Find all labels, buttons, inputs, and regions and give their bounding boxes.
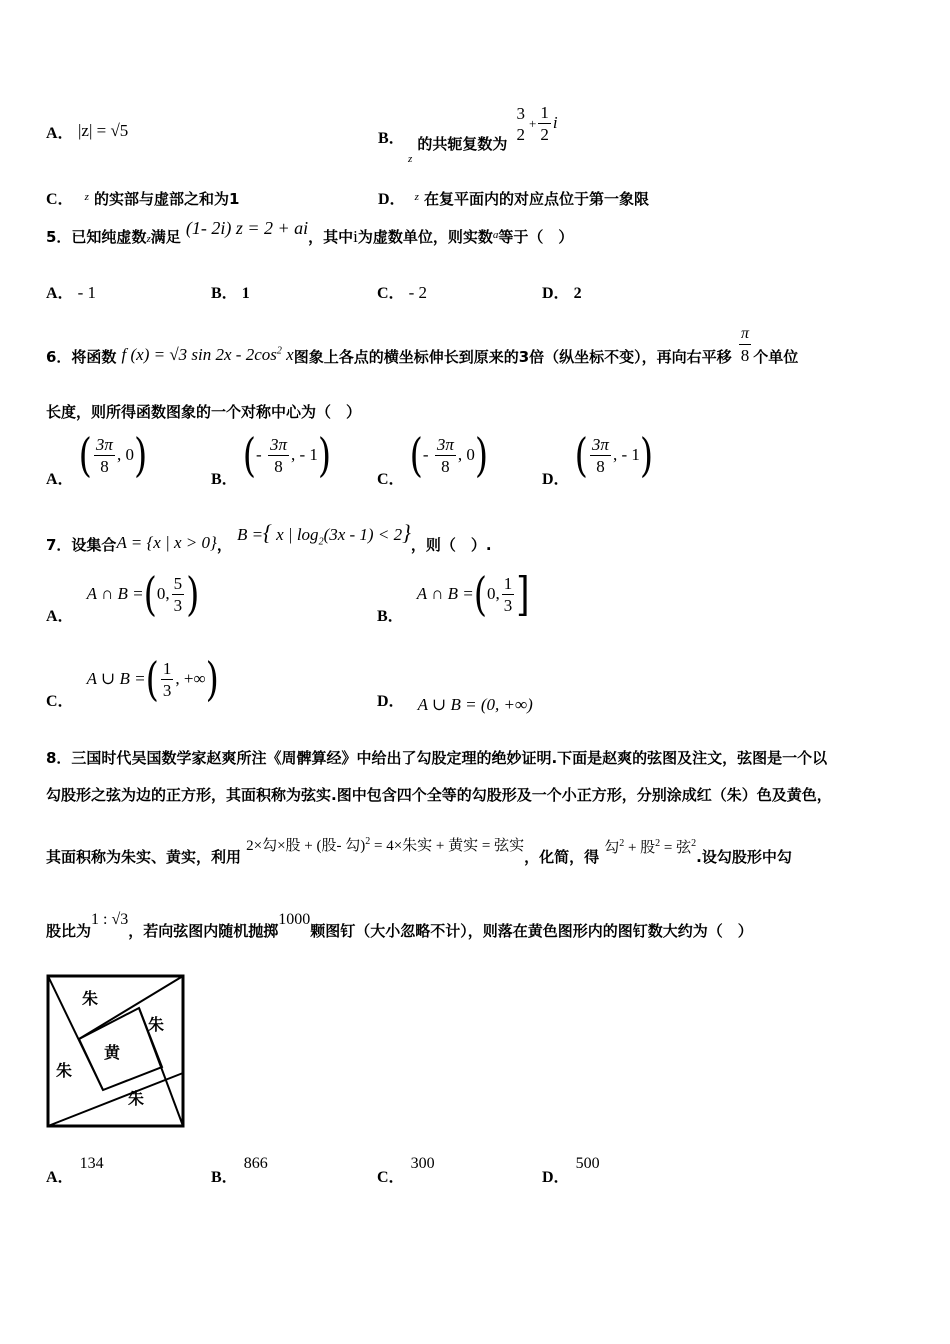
option-label: A． [46,608,74,625]
q8-option-b[interactable] [211,1150,268,1186]
q5-option-c[interactable] [377,280,427,303]
right-paren: ] [516,567,530,622]
option-expr: A ∩ B = [416,584,474,603]
option-label: B． [377,608,404,625]
option-label: C． [377,1169,405,1186]
fraction: $\frac{3\pi}{8}$ [591,435,609,476]
q8-line3-end: .设勾股形中勾 [696,848,792,866]
label-zhu: 朱 [128,1089,145,1108]
option-value: 2 [573,285,582,302]
q7-stem-pre: 7．设集合 [46,536,117,554]
right-paren: ) [133,428,148,483]
option-label: D． [542,1169,570,1186]
option-label: D． [378,191,406,208]
q8-pythagoras: 勾$^2$ + 股$^2$ = 弦$^2$ [604,838,697,856]
q4-option-a-math [78,121,128,141]
option-label: A． [46,1169,74,1186]
option-label: C． [377,285,405,302]
q8-line4-pre: 股比为 [46,922,92,940]
set-a: A = {x | x > 0} [116,533,217,552]
q6-stem-pre: 6．将函数 [46,347,117,366]
sign: - [422,445,433,464]
q8-line4-end: 颗图钉（大小忽略不计），则落在黄色图形内的图钉数大约为（ ） [310,922,753,940]
option-label: C． [377,471,405,488]
option-label: C． [46,693,74,710]
tail: , - 1 [291,445,318,464]
ratio: 1 : √3 [91,911,129,928]
q4-option-b[interactable] [378,125,405,148]
q8-line4-mid: ，若向弦图内随机抛掷 [128,922,279,940]
sqrt-value: √5 [110,121,129,140]
q8-equation: 2×勾×股 + (股- 勾)$^2$ = 4×朱实 + 黄实 = 弦实 [246,836,525,854]
option-text: 在复平面内的对应点位于第一象限 [424,190,650,208]
left-paren: ( [145,652,159,707]
option-value: - 2 [408,283,427,302]
tail: , - 1 [612,445,640,464]
lead: 0, [487,584,500,603]
option-text: 的实部与虚部之和为1 [94,190,240,208]
right-paren: ) [205,652,219,707]
q8-line1: 8．三国时代吴国数学家赵爽所注《周髀算经》中给出了勾股定理的绝妙证明.下面是赵爽的弦图及注文，弦图是一个以 [46,749,828,767]
option-value: 500 [575,1155,600,1172]
q8-line3-mid: ，化简，得 [524,848,600,866]
q6-option-c[interactable] [377,428,489,488]
right-paren: ) [474,428,489,483]
q6-stem-mid: 图象上各点的横坐标伸长到原来的3倍（纵坐标不变），再向右平移 [293,347,732,366]
q8-option-d[interactable] [542,1150,600,1186]
q6-option-b[interactable] [211,428,332,488]
option-label: A． [46,285,74,302]
q5-equation: (1- 2i) z = 2 + ai [185,218,309,238]
option-expr: A ∪ B = [86,669,146,688]
q8-line2: 勾股形之弦为边的正方形，其面积称为弦实.图中包含四个全等的勾股形及一个小正方形，分别涂成红（朱）色及黄色， [46,786,832,804]
left-paren: ( [473,567,488,622]
option-expr: A ∪ B = (0, +∞) [417,695,533,714]
q6-option-a[interactable] [46,428,148,488]
fraction: $\frac{3\pi}{8}$ [269,435,287,476]
option-label: B． [211,471,238,488]
q6-option-d[interactable] [542,428,654,488]
q5-stem [46,218,574,247]
imaginary-i: i [552,113,558,132]
tail: , +∞ [175,669,206,688]
option-text: 的共轭复数为 [417,135,508,153]
q5-stem-mid1: 满足 [150,228,181,246]
q7-option-c[interactable] [46,652,219,710]
option-label: D． [377,693,405,710]
q5-stem-end: 等于（ ） [498,228,574,246]
q5-stem-mid2: ，其中 [308,228,354,246]
option-value: 866 [243,1155,268,1172]
left-paren: ( [242,428,257,483]
q5-option-d[interactable] [542,280,582,303]
option-value: 1 [241,285,250,302]
option-value: 300 [410,1155,435,1172]
fraction-1-2: $\frac{1}{2}$ [540,103,549,144]
set-b: B ={ x | $\log_2(3x - 1) < 2$} [236,520,411,548]
variable-z: z [84,191,89,203]
right-paren: ) [317,428,332,483]
q8-line3 [46,834,792,866]
option-label: B． [378,130,405,147]
left-paren: ( [78,428,92,483]
sign: - [256,445,266,464]
fraction: $\frac{5}{3}$ [173,574,183,615]
q5-stem-pre: 5．已知纯虚数 [46,228,147,246]
label-zhu: 朱 [82,989,99,1008]
tail: , 0 [457,445,475,464]
q7-stem-end: ，则（ ）. [410,536,492,554]
option-label: A． [46,125,74,142]
q4-option-d[interactable] [378,186,649,209]
q6-function: f (x) = √3 $\sin 2x - 2\cos^2$ x [121,344,294,364]
fraction: $\frac{3\pi}{8}$ [95,435,113,476]
option-value: - 1 [77,283,96,302]
left-paren: ( [574,428,588,483]
q6-stem [46,316,799,366]
q5-option-b[interactable] [211,280,250,303]
option-label: D． [542,471,570,488]
label-zhu: 朱 [148,1015,165,1034]
q5-option-a[interactable] [46,280,96,303]
label-huang: 黄 [104,1043,121,1062]
lead: 0, [156,584,170,603]
q4-option-b-body [408,103,558,165]
q4-option-a[interactable] [46,120,74,143]
q6-stem-line2: 长度，则所得函数图象的一个对称中心为（ ） [46,403,362,421]
option-label: B． [211,1169,238,1186]
q4-option-c[interactable] [46,186,239,209]
q7-option-a[interactable] [46,567,200,625]
q8-line4 [46,908,753,940]
variable-z: z [146,233,151,245]
q8-line3-pre: 其面积称为朱实、黄实，利用 [46,848,242,866]
plus-sign: + [528,116,537,131]
left-paren: ( [143,567,157,622]
q7-option-b[interactable] [377,567,530,625]
option-label: B． [211,285,238,302]
q7-option-d[interactable] [377,688,533,714]
fraction: $\frac{1}{3}$ [162,659,172,700]
zhao-shuang-diagram [44,972,188,1130]
tail: , 0 [116,445,134,464]
fraction-pi-8: $\frac{\pi}{8}$ [740,325,750,365]
imaginary-unit: i [353,227,358,246]
q8-option-c[interactable] [377,1150,435,1186]
comma: ， [216,536,232,554]
variable-z: z [408,153,413,165]
label-zhu: 朱 [56,1061,73,1080]
variable-z: z [414,191,419,203]
option-expr: A ∩ B = [86,584,144,603]
variable-a: a [492,229,499,241]
q7-stem [46,520,492,554]
abs-z-expr: |z| = [78,121,107,140]
fraction-3-2: 3 2 [516,103,525,144]
option-label: A． [46,471,74,488]
option-value: 134 [79,1155,104,1172]
option-label: C． [46,191,74,208]
fraction: $\frac{3\pi}{8}$ [436,435,454,476]
left-paren: ( [409,428,423,483]
right-paren: ) [639,428,654,483]
fraction: $\frac{1}{3}$ [503,574,513,615]
count: 1000 [278,911,311,928]
q8-option-a[interactable] [46,1150,104,1186]
right-paren: ) [186,567,200,622]
q6-stem-end: 个单位 [753,347,799,366]
q5-stem-mid3: 为虚数单位，则实数 [357,228,493,246]
option-label: D． [542,285,570,302]
